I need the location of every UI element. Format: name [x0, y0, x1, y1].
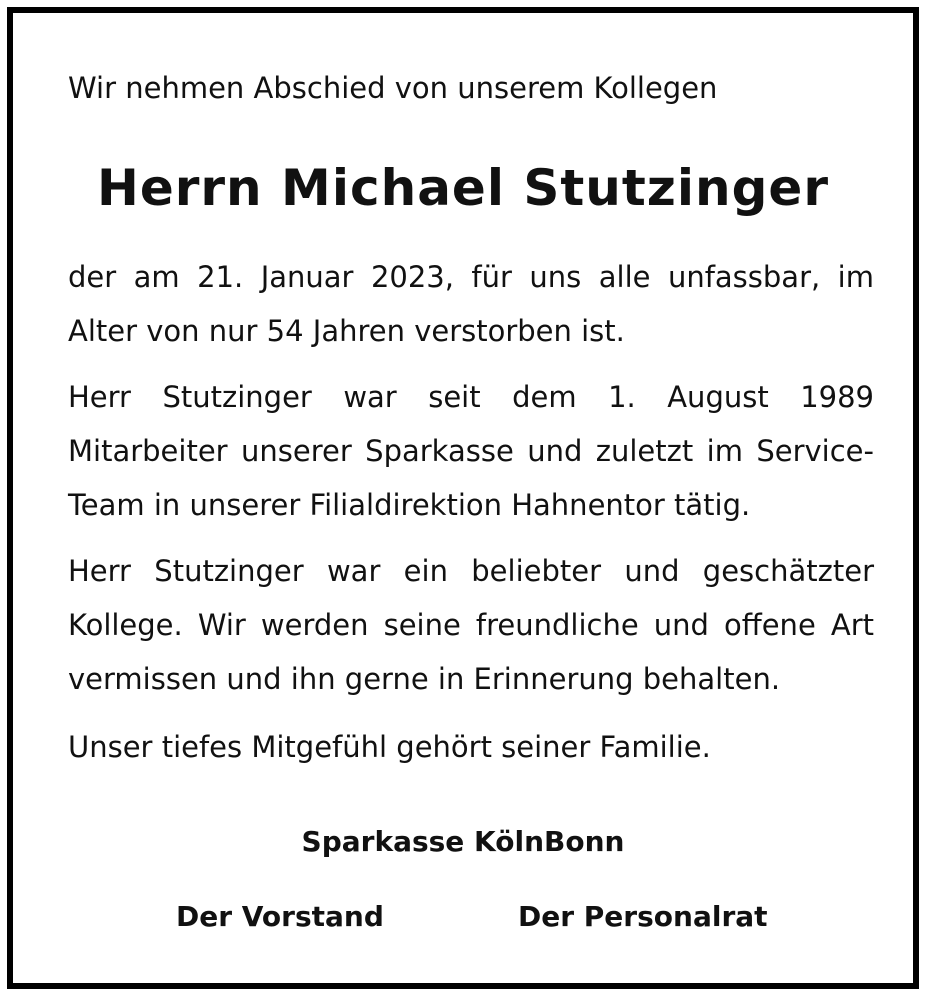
obituary-notice	[7, 7, 919, 989]
paragraph-condolence: Unser tiefes Mitgefühl gehört seiner Familie.	[68, 730, 711, 764]
paragraph-employment: Herr Stutzinger war seit dem 1. August 1989 Mitarbeiter unserer Sparkasse und zuletzt im Service-Team in unserer Filialdirektion Hahnentor tätig.	[68, 380, 874, 522]
paragraph-death-date: der am 21. Januar 2023, für uns alle unfassbar, im Alter von nur 54 Jahren verstorben ist.	[68, 260, 874, 348]
signatory-board: Der Vorstand	[176, 900, 384, 933]
organization-name: Sparkasse KölnBonn	[301, 825, 625, 858]
signatory-staff-council: Der Personalrat	[518, 900, 768, 933]
paragraph-tribute: Herr Stutzinger war ein beliebter und geschätzter Kollege. Wir werden seine freundliche und offene Art vermissen und ihn gerne in Erinnerung behalten.	[68, 554, 874, 696]
intro-line: Wir nehmen Abschied von unserem Kollegen	[68, 71, 718, 105]
deceased-name: Herrn Michael Stutzinger	[96, 159, 829, 217]
